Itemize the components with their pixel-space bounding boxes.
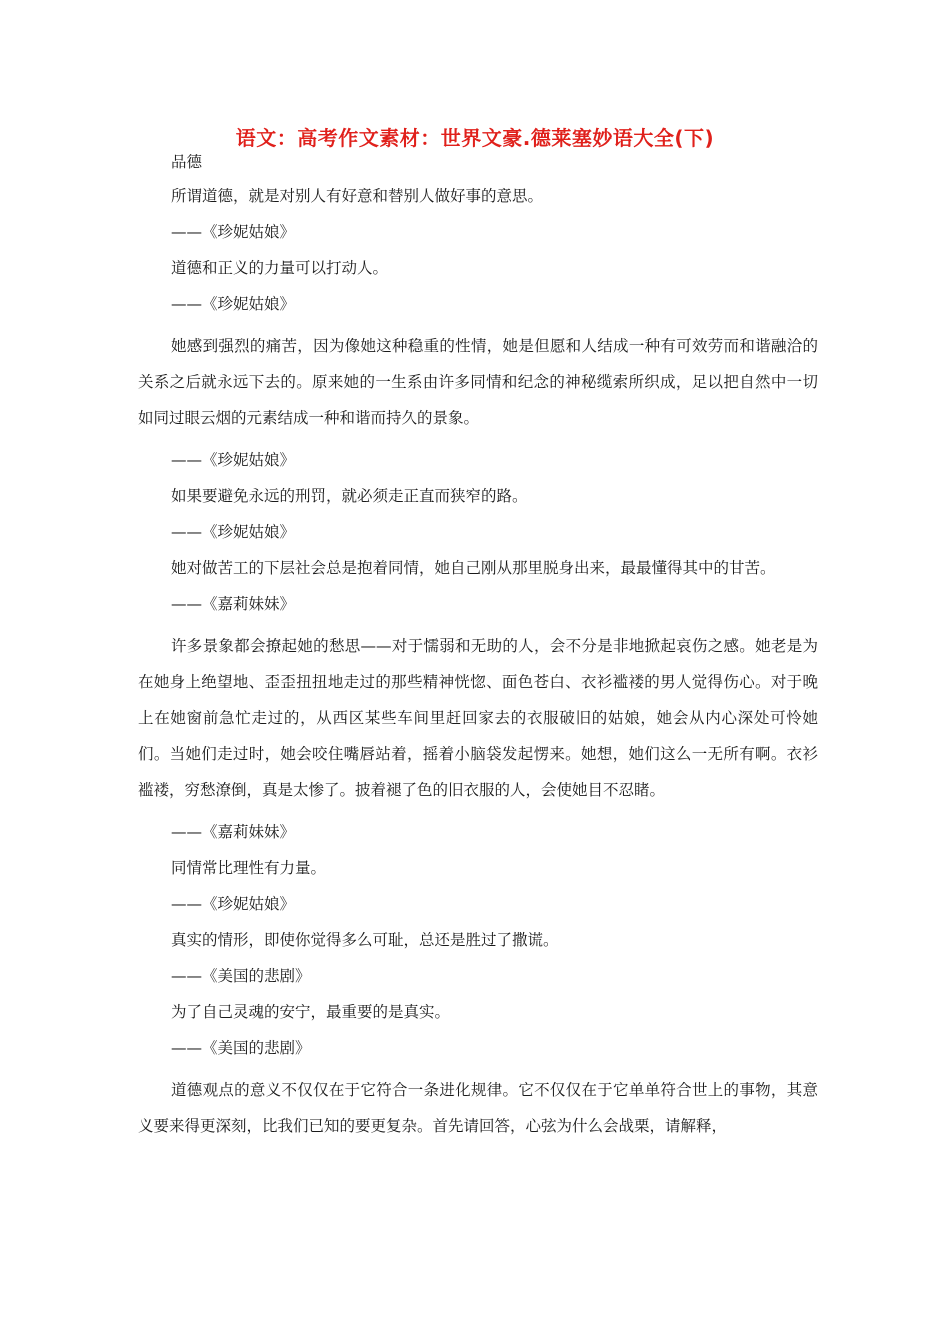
quote-text: 为了自己灵魂的安宁，最重要的是真实。 — [171, 1003, 451, 1021]
quote-text: 所谓道德，就是对别人有好意和替别人做好事的意思。 — [171, 187, 544, 205]
quote-text: 许多景象都会撩起她的愁思——对于懦弱和无助的人，会不分是非地掀起哀伤之感。她老是为在她身上绝望地、歪歪扭扭地走过的那些精神恍惚、面色苍白、衣衫褴褛的男人觉得伤心。对于晚上在她窗前急忙走过的，从西区某些车间里赶回家去的衣服破旧的姑娘，她会从内心深处可怜她们。当她们走过时，她会咬住嘴唇站着，摇着小脑袋发起愣来。她想，她们这么一无所有啊。衣衫褴褛，穷愁潦倒，真是太惨了。披着褪了色的旧衣服的人，会使她目不忍睹。 — [138, 637, 818, 799]
quote-source: ——《嘉莉妹妹》 — [171, 595, 296, 613]
quote-source: ——《珍妮姑娘》 — [171, 223, 296, 241]
quote-source: ——《美国的悲剧》 — [171, 1039, 311, 1057]
quote-text: 真实的情形，即使你觉得多么可耻，总还是胜过了撒谎。 — [171, 931, 559, 949]
quote-text: 她对做苦工的下层社会总是抱着同情，她自己刚从那里脱身出来，最最懂得其中的甘苦。 — [171, 559, 776, 577]
quote-text: 道德观点的意义不仅仅在于它符合一条进化规律。它不仅仅在于它单单符合世上的事物，其意义要来得更深刻，比我们已知的要更复杂。首先请回答，心弦为什么会战栗，请解释， — [138, 1081, 818, 1135]
quote-text: 同情常比理性有力量。 — [171, 859, 327, 877]
document-body — [138, 150, 818, 1156]
quote-source: ——《珍妮姑娘》 — [171, 451, 296, 469]
quote-source: ——《珍妮姑娘》 — [171, 295, 296, 313]
document-title: 语文：高考作文素材：世界文豪.德莱塞妙语大全(下) — [235, 126, 715, 150]
quote-text: 如果要避免永远的刑罚，就必须走正直而狭窄的路。 — [171, 487, 528, 505]
quote-source: ——《珍妮姑娘》 — [171, 895, 296, 913]
quote-source: ——《美国的悲剧》 — [171, 967, 311, 985]
quote-text: 她感到强烈的痛苦，因为像她这种稳重的性情，她是但愿和人结成一种有可效劳而和谐融洽的关系之后就永远下去的。原来她的一生系由许多同情和纪念的神秘缆索所织成，足以把自然中一切如同过眼云烟的元素结成一种和谐而持久的景象。 — [138, 337, 818, 427]
quote-source: ——《珍妮姑娘》 — [171, 523, 296, 541]
section-heading: 品德 — [171, 153, 203, 171]
quote-text: 道德和正义的力量可以打动人。 — [171, 259, 389, 277]
quote-source: ——《嘉莉妹妹》 — [171, 823, 296, 841]
